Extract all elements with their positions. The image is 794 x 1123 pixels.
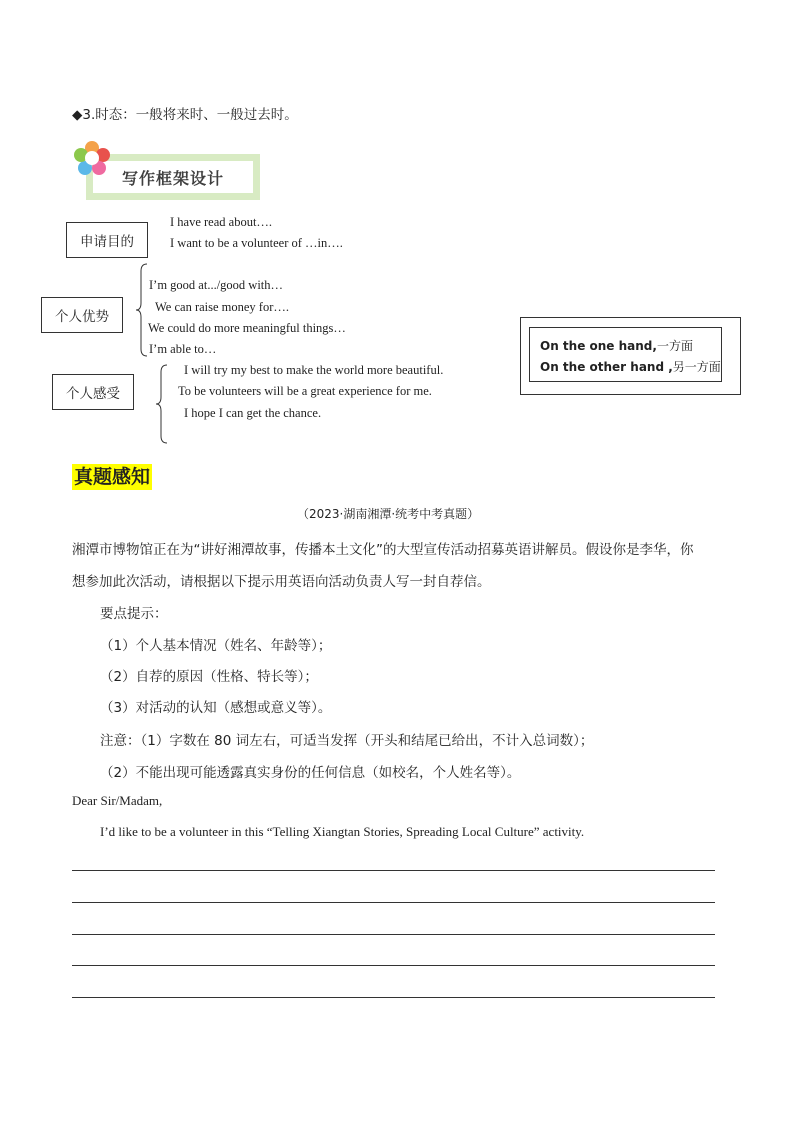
phrase-en: On the one hand, bbox=[540, 339, 657, 353]
banner-title: 写作框架设计 bbox=[93, 161, 253, 193]
feeling-line: I hope I can get the chance. bbox=[184, 406, 322, 420]
feelings-label: 个人感受 bbox=[52, 374, 134, 410]
section-title: 真题感知 bbox=[74, 466, 151, 488]
note-item: （2）不能出现可能透露真实身份的任何信息（如校名，个人姓名等）。 bbox=[100, 765, 521, 781]
purpose-line: I have read about…. bbox=[170, 215, 273, 229]
purpose-line: I want to be a volunteer of …in…. bbox=[170, 236, 343, 250]
phrase-en: On the other hand , bbox=[540, 360, 673, 374]
feeling-line: I will try my best to make the world more beautiful. bbox=[184, 363, 444, 377]
exam-source: （2023·湖南湘潭·统考中考真题） bbox=[297, 507, 480, 521]
answer-line[interactable] bbox=[72, 870, 715, 871]
phrase-box bbox=[520, 317, 741, 395]
feeling-line: To be volunteers will be a great experience for me. bbox=[178, 384, 432, 398]
advantage-line: We could do more meaningful things… bbox=[148, 321, 346, 335]
tip-item: （2）自荐的原因（性格、特长等）； bbox=[100, 669, 318, 685]
answer-line[interactable] bbox=[72, 934, 715, 935]
advantage-line: I’m able to… bbox=[149, 342, 217, 356]
framework-banner bbox=[72, 140, 262, 202]
brace-icon bbox=[135, 263, 149, 357]
tip-item: （1）个人基本情况（姓名、年龄等）； bbox=[100, 638, 332, 654]
brace-icon bbox=[155, 364, 169, 444]
tense-note: ◆3.时态：一般将来时、一般过去时。 bbox=[72, 107, 298, 123]
answer-line[interactable] bbox=[72, 965, 715, 966]
note-item: 注意：（1）字数在 80 词左右，可适当发挥（开头和结尾已给出，不计入总词数）； bbox=[100, 733, 594, 749]
prompt-text: 湘潭市博物馆正在为“讲好湘潭故事，传播本土文化”的大型宣传活动招募英语讲解员。假设你是李华，你 bbox=[72, 542, 694, 558]
purpose-label: 申请目的 bbox=[66, 222, 148, 258]
advantage-line: I’m good at.../good with… bbox=[149, 278, 284, 292]
answer-line[interactable] bbox=[72, 902, 715, 903]
opening-sentence: I’d like to be a volunteer in this “Telling Xiangtan Stories, Spreading Local Culture” activity. bbox=[100, 824, 585, 839]
tip-item: （3）对活动的认知（感想或意义等）。 bbox=[100, 700, 332, 716]
phrase-cn: 一方面 bbox=[656, 339, 693, 353]
flower-icon bbox=[72, 140, 112, 180]
advantage-line: We can raise money for…. bbox=[155, 300, 290, 314]
salutation: Dear Sir/Madam, bbox=[72, 793, 163, 808]
phrase-cn: 另一方面 bbox=[672, 360, 721, 374]
prompt-text: 想参加此次活动，请根据以下提示用英语向活动负责人写一封自荐信。 bbox=[72, 574, 491, 590]
answer-line[interactable] bbox=[72, 997, 715, 998]
tips-heading: 要点提示： bbox=[100, 606, 168, 622]
advantages-label: 个人优势 bbox=[41, 297, 123, 333]
